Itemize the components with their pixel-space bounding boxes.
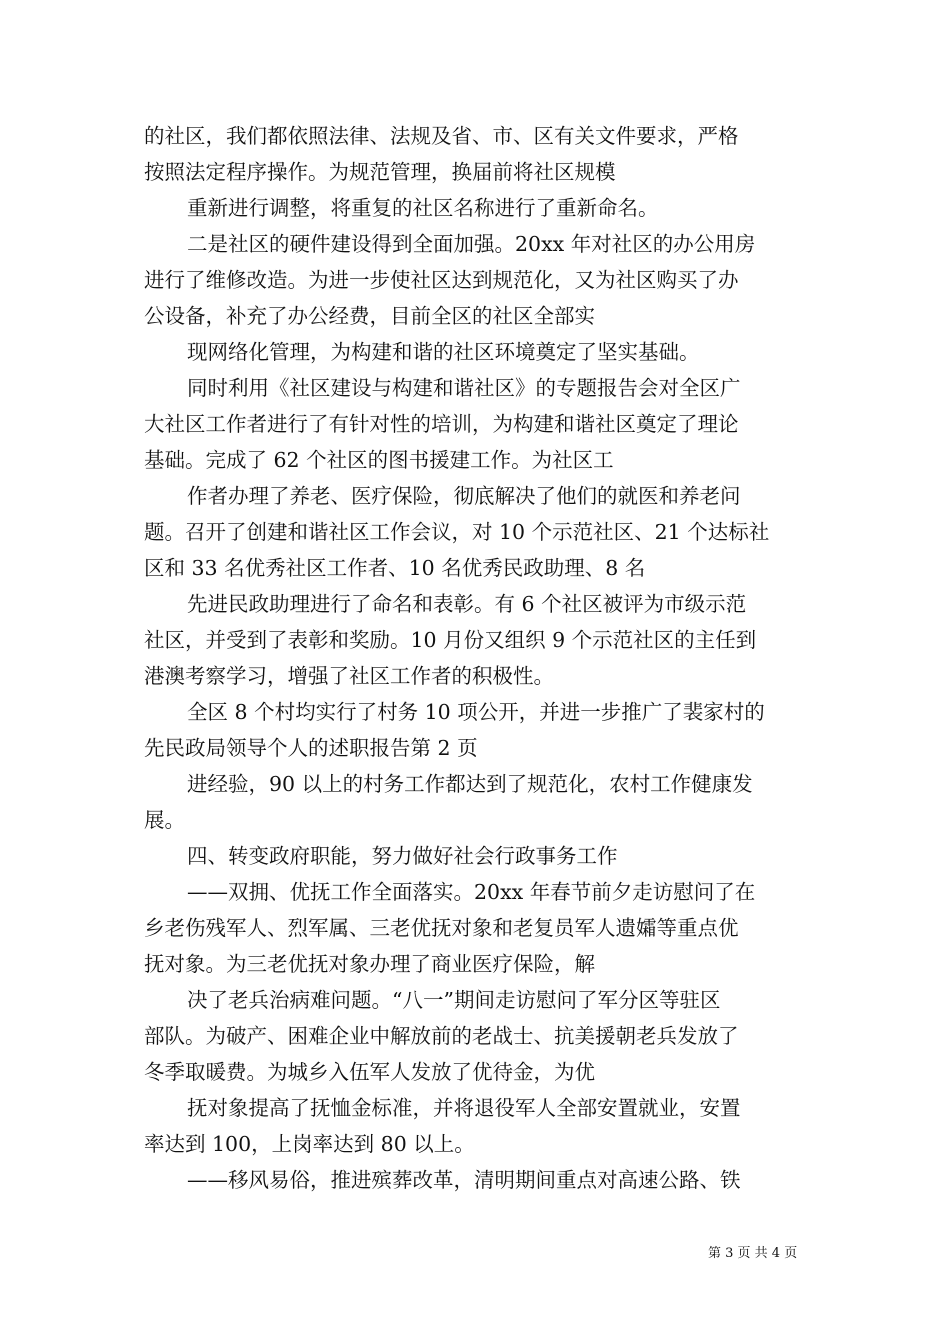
text-line: 的社区，我们都依照法律、法规及省、市、区有关文件要求，严格	[144, 124, 739, 148]
text-line: 冬季取暖费。为城乡入伍军人发放了优待金，为优	[144, 1060, 595, 1084]
text-line: 二是社区的硬件建设得到全面加强。20xx 年对社区的办公用房	[187, 232, 756, 256]
text-line: 港澳考察学习，增强了社区工作者的积极性。	[144, 664, 554, 688]
text-line: 作者办理了养老、医疗保险，彻底解决了他们的就医和养老问	[187, 484, 741, 508]
text-line: 社区，并受到了表彰和奖励。10 月份又组织 9 个示范社区的主任到	[144, 628, 757, 652]
text-line: 先民政局领导个人的述职报告第 2 页	[144, 736, 478, 760]
text-line: 重新进行调整，将重复的社区名称进行了重新命名。	[187, 196, 659, 220]
text-line: 四、转变政府职能，努力做好社会行政事务工作	[187, 844, 618, 868]
text-line: 基础。完成了 62 个社区的图书援建工作。为社区工	[144, 448, 614, 472]
text-line: 先进民政助理进行了命名和表彰。有 6 个社区被评为市级示范	[187, 592, 747, 616]
text-line: ——移风易俗，推进殡葬改革，清明期间重点对高速公路、铁	[187, 1168, 741, 1192]
text-line: ——双拥、优抚工作全面落实。20xx 年春节前夕走访慰问了在	[187, 880, 756, 904]
page-number-footer: 第 3 页 共 4 页	[708, 1246, 798, 1261]
text-line: 率达到 100，上岗率达到 80 以上。	[144, 1132, 475, 1156]
text-line: 现网络化管理，为构建和谐的社区环境奠定了坚实基础。	[187, 340, 700, 364]
text-line: 抚对象提高了抚恤金标准，并将退役军人全部安置就业，安置	[187, 1096, 741, 1120]
text-line: 乡老伤残军人、烈军属、三老优抚对象和老复员军人遗孀等重点优	[144, 916, 739, 940]
text-line: 抚对象。为三老优抚对象办理了商业医疗保险，解	[144, 952, 595, 976]
text-line: 进行了维修改造。为进一步使社区达到规范化，又为社区购买了办	[144, 268, 739, 292]
text-line: 同时利用《社区建设与构建和谐社区》的专题报告会对全区广	[187, 376, 741, 400]
text-line: 决了老兵治病难问题。“八一”期间走访慰问了军分区等驻区	[187, 988, 721, 1012]
text-line: 公设备，补充了办公经费，目前全区的社区全部实	[144, 304, 595, 328]
text-line: 区和 33 名优秀社区工作者、10 名优秀民政助理、8 名	[144, 556, 646, 580]
text-line: 进经验，90 以上的村务工作都达到了规范化，农村工作健康发	[187, 772, 753, 796]
text-line: 题。召开了创建和谐社区工作会议，对 10 个示范社区、21 个达标社	[144, 520, 770, 544]
text-line: 全区 8 个村均实行了村务 10 项公开，并进一步推广了裴家村的	[187, 700, 765, 724]
text-line: 按照法定程序操作。为规范管理，换届前将社区规模	[144, 160, 616, 184]
text-line: 部队。为破产、困难企业中解放前的老战士、抗美援朝老兵发放了	[144, 1024, 739, 1048]
document-body	[144, 118, 814, 1198]
text-line: 大社区工作者进行了有针对性的培训，为构建和谐社区奠定了理论	[144, 412, 739, 436]
text-line: 展。	[144, 808, 185, 832]
